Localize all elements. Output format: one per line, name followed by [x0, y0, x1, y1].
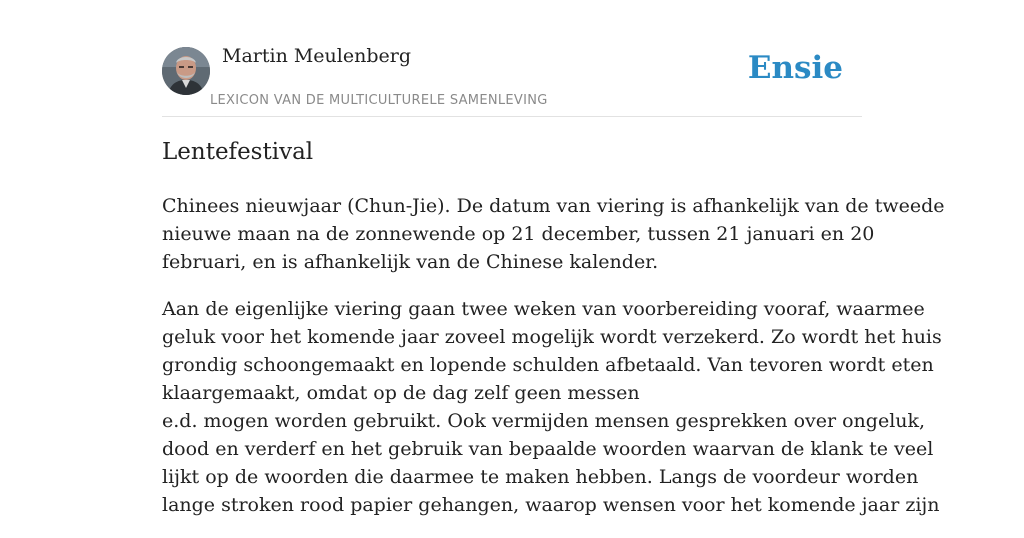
page: [162, 0, 945, 516]
text-line: grondig schoongemaakt en lopende schulden afbetaald. Van tevoren wordt eten: [162, 354, 934, 376]
paragraph: [162, 295, 942, 519]
text-line: nieuwe maan na de zonnewende op 21 december, tussen 21 januari en 20: [162, 223, 875, 245]
author-name[interactable]: Martin Meulenberg: [222, 45, 411, 67]
article-body: [162, 192, 945, 538]
text-line: februari, en is afhankelijk van de Chinese kalender.: [162, 251, 659, 273]
text-line: Chinees nieuwjaar (Chun-Jie). De datum van viering is afhankelijk van de tweede: [162, 195, 945, 217]
text-line: lijkt op de woorden die daarmee te maken hebben. Langs de voordeur worden: [162, 466, 919, 488]
article-title: Lentefestival: [162, 139, 314, 165]
text-line: klaargemaakt, omdat op de dag zelf geen messen: [162, 382, 640, 404]
publication-label[interactable]: LEXICON VAN DE MULTICULTURELE SAMENLEVING: [210, 93, 548, 108]
brand-logo[interactable]: Ensie: [747, 50, 843, 86]
header: [162, 0, 862, 117]
text-line: geluk voor het komende jaar zoveel mogelijk wordt verzekerd. Zo wordt het huis: [162, 326, 942, 348]
author-avatar[interactable]: [162, 47, 210, 95]
paragraph: [162, 192, 945, 276]
text-line: e.d. mogen worden gebruikt. Ook vermijden mensen gesprekken over ongeluk,: [162, 410, 926, 432]
text-line: lange stroken rood papier gehangen, waarop wensen voor het komende jaar zijn: [162, 494, 940, 516]
avatar-image: [162, 47, 210, 95]
text-line: dood en verderf en het gebruik van bepaalde woorden waarvan de klank te veel: [162, 438, 934, 460]
text-line: Aan de eigenlijke viering gaan twee weken van voorbereiding vooraf, waarmee: [162, 298, 925, 320]
